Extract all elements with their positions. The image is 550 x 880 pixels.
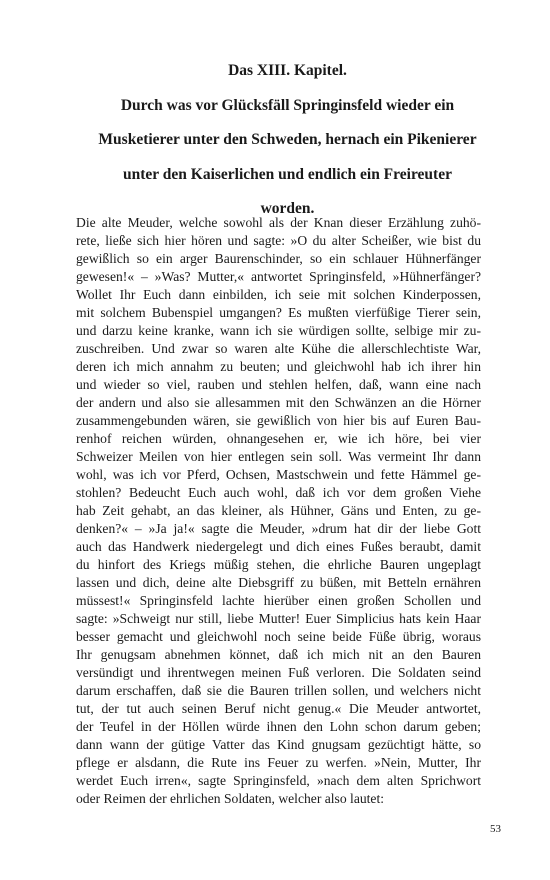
text-line: auch das Handwerk niedergelegt und dich eines Fußes beraubt, damit (76, 539, 481, 554)
chapter-title: Das XIII. Kapitel. (228, 62, 347, 79)
text-line: müssest!« Springinsfeld lachte hierüber einen großen Schollen und (76, 593, 481, 608)
text-line: renhof reichen würden, ohnangesehen er, wie ich höre, bei vier (76, 431, 481, 446)
text-line: lassen und dich, deine alte Diebsgriff zu büßen, mit Betteln ernähren (76, 575, 481, 590)
text-line: versündigt und ihrentwegen meinen Fuß verloren. Die Soldaten seind (76, 665, 481, 680)
page-number: 53 (490, 823, 501, 835)
body-text (76, 214, 481, 808)
chapter-subtitle-line: Durch was vor Glücksfäll Springinsfeld wieder ein (120, 96, 455, 114)
text-line: stohlen? Bedeucht Euch auch wohl, daß ich vor dem großen Viehe (76, 485, 481, 500)
text-line: zuschreiben. Und zwar so waren alte Kühe die allerschlechtiste War, (76, 341, 481, 356)
text-line: deren ich mich annahm zu beuten; und gleichwohl hab ich ihrer hin (76, 359, 481, 374)
text-line: dann wann der gütige Vatter das Kind gnugsam gezüchtigt hätte, so (76, 737, 481, 752)
text-line: rete, ließe sich hier hören und sagte: »O du alter Scheißer, wie bist du (76, 233, 481, 248)
text-line: und darzu keine kranke, wann ich sie würdigen sollte, selbige mir zu- (76, 323, 481, 338)
text-line: Schweizer Meilen von hier entlegen sein soll. Was vermeint Ihr dann (76, 449, 481, 464)
chapter-heading (60, 54, 515, 227)
text-line: gewesen!« – »Was? Mutter,« antwortet Springinsfeld, »Hühnerfänger? (76, 269, 481, 284)
text-line: tut, der tut auch seinen Beruf nicht genug.« Die Meuder antwortet, (76, 701, 481, 716)
text-line: der Teufel in der Höllen würde ihnen den Lohn schon darum geben; (76, 719, 481, 734)
text-line: wohl, was ich vor Pferd, Ochsen, Mastschwein und fette Hämmel ge- (76, 467, 481, 482)
text-line: Die alte Meuder, welche sowohl als der Knan dieser Erzählung zuhö- (76, 215, 481, 230)
text-line: Ihr genugsam abnehmen könnet, daß ich mich nit an den Bauren (76, 647, 481, 662)
text-line: Wollet Ihr Euch dann einbilden, ich seie mit solchen Kinderpossen, (76, 287, 481, 302)
text-line: hab Zeit gehabt, an das kleiner, als Hühner, Gäns und Enten, zu ge- (76, 503, 481, 518)
text-line: denken?« – »Ja ja!« sagte die Meuder, »drum hat dir der liebe Gott (76, 521, 481, 536)
text-line: du hinfort des Kriegs müßig stehen, die ehrliche Bauren ungeplagt (76, 557, 481, 572)
text-line: zusammengebunden wären, sie gewißlich von hier bis auf Euren Bau- (76, 413, 481, 428)
text-line: pflege er alsdann, die Rute ins Feuer zu werfen. »Nein, Mutter, Ihr (76, 755, 481, 770)
text-line: der andern und also sie allesammen mit den Schwänzen an die Hörner (76, 395, 481, 410)
text-line: werdet Euch irren«, sagte Springinsfeld, »nach dem alten Sprichwort (76, 773, 481, 788)
chapter-subtitle-line: unter den Kaiserlichen und endlich ein Freireuter (123, 165, 452, 183)
text-line: darum erschaffen, daß sie die Bauren trillen sollen, und welchers nicht (76, 683, 481, 698)
text-line: und wieder so viel, rauben und stehlen helfen, daß, wann eine nach (76, 377, 481, 392)
text-line: gewißlich so ein arger Baurenschinder, so ein schlauer Hühnerfänger (76, 251, 481, 266)
chapter-subtitle-line: Musketierer unter den Schweden, hernach ein Pikenierer (98, 131, 477, 148)
text-line: besser gemacht und gleichwohl noch seine beide Füße übrig, woraus (76, 629, 481, 644)
text-line: sagte: »Schweigt nur still, liebe Mutter! Euer Simplicius hats kein Haar (76, 611, 481, 626)
text-line: oder Reimen der ehrlichen Soldaten, welcher also lautet: (76, 791, 385, 806)
text-line: mit solchem Bubenspiel umgangen? Es mußten vierfüßige Tierer sein, (76, 305, 481, 320)
chapter-subtitle-line: worden. (260, 200, 315, 217)
